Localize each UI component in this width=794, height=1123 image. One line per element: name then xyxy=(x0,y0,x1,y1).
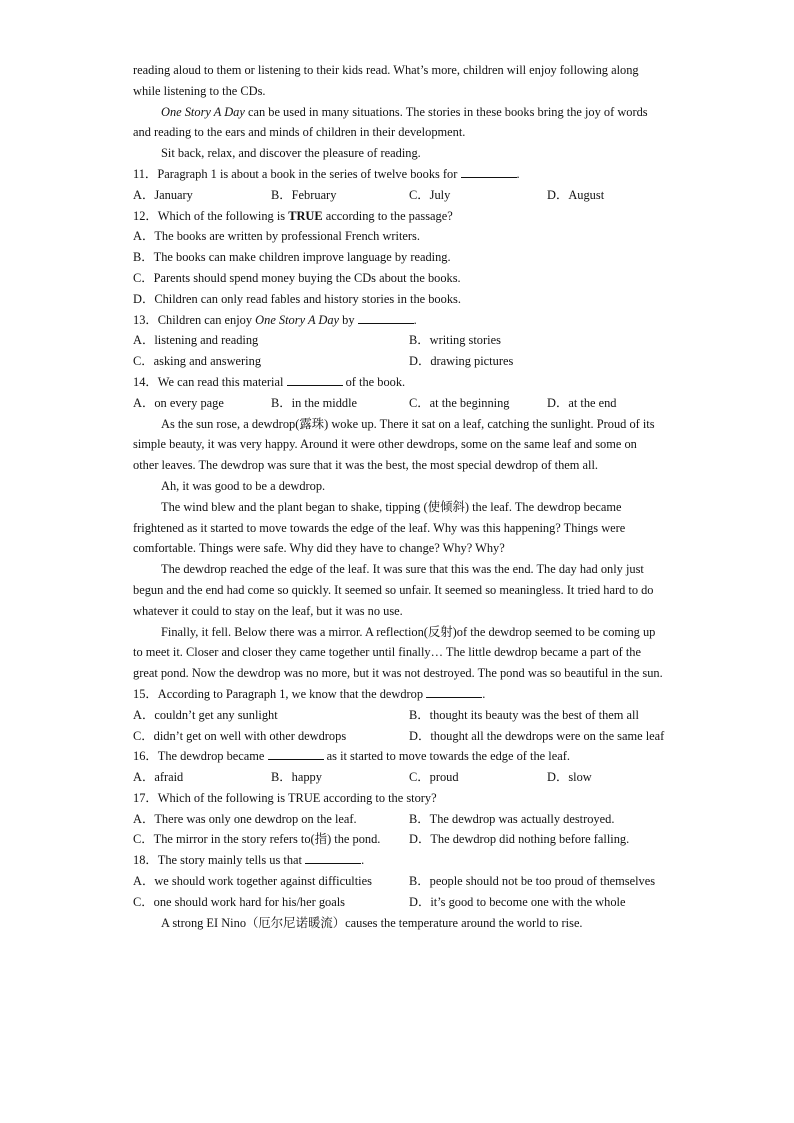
question-12: 12．Which of the following is TRUE according to the passage? xyxy=(133,208,453,223)
passage1-paragraph-closing: Sit back, relax, and discover the pleasure of reading. xyxy=(161,146,421,161)
option-d: D．thought all the dewdrops were on the same leaf xyxy=(409,728,665,743)
passage1-paragraph-end: reading aloud to them or listening to their kids read. What’s more, children will enjoy following along while listening to the CDs. xyxy=(133,63,639,98)
option-b: B．writing stories xyxy=(409,333,501,348)
question-16-options xyxy=(133,767,665,788)
option-c: C．at the beginning xyxy=(409,395,510,410)
option-b: B．people should not be too proud of themselves xyxy=(409,874,656,889)
option-c: C．didn’t get on well with other dewdrops xyxy=(133,728,347,743)
question-16: 16．The dewdrop became as it started to move towards the edge of the leaf. xyxy=(133,749,570,764)
option-d: D．it’s good to become one with the whole xyxy=(409,894,626,909)
passage1-paragraph-book: One Story A Day can be used in many situations. The stories in these books bring the joy of words and reading to the ears and minds of children in their development. xyxy=(133,104,648,140)
option-d: D．Children can only read fables and history stories in the books. xyxy=(133,291,461,306)
option-a: A．There was only one dewdrop on the leaf. xyxy=(133,811,357,826)
option-c: C．The mirror in the story refers to(指) the pond. xyxy=(133,832,381,847)
question-15: 15．According to Paragraph 1, we know that the dewdrop . xyxy=(133,686,486,701)
passage2-paragraph-1: As the sun rose, a dewdrop(露珠) woke up. There it sat on a leaf, catching the sunlight. Proud of its simple beauty, it was very happy. Around it were other dewdrops, some on the same leaf and some on other leaves. The dewdrop was sure that it was the best, the most special dewdrop of them all. xyxy=(133,416,655,473)
option-a: A．January xyxy=(133,187,193,202)
option-b: B．in the middle xyxy=(271,395,358,410)
answer-blank xyxy=(358,311,414,324)
option-b: B．February xyxy=(271,187,337,202)
option-a: A．we should work together against difficulties xyxy=(133,874,372,889)
passage2-paragraph-3: The wind blew and the plant began to shake, tipping (使倾斜) the leaf. The dewdrop became frightened as it started to move towards the edge of the leaf. Why was this happening? Things were comfortable. Things were safe. Why did they have to change? Why? Why? xyxy=(133,499,626,556)
question-18-options xyxy=(133,871,665,913)
answer-blank xyxy=(287,373,343,386)
passage2-paragraph-4: The dewdrop reached the edge of the leaf. It was sure that this was the end. The day had only just begun and the end had come so quickly. It seemed so unfair. It seemed so meaningless. It tried hard to do whatever it could to stay on the leaf, but it was no use. xyxy=(133,562,654,618)
option-b: B．The books can make children improve language by reading. xyxy=(133,250,451,265)
option-b: B．The dewdrop was actually destroyed. xyxy=(409,811,615,826)
option-d: D．August xyxy=(547,187,605,202)
answer-blank xyxy=(426,685,482,698)
book-title: One Story A Day xyxy=(161,104,245,119)
option-d: D．drawing pictures xyxy=(409,354,514,369)
option-a: A．on every page xyxy=(133,395,224,410)
question-14-options xyxy=(133,393,665,414)
answer-blank xyxy=(305,851,361,864)
option-c: C．July xyxy=(409,187,451,202)
option-a: A．afraid xyxy=(133,770,184,785)
option-a: A．couldn’t get any sunlight xyxy=(133,707,278,722)
option-a: A．listening and reading xyxy=(133,333,259,348)
option-b: B．happy xyxy=(271,770,322,785)
question-15-options xyxy=(133,705,665,747)
passage2-paragraph-2: Ah, it was good to be a dewdrop. xyxy=(161,478,326,493)
option-c: C．proud xyxy=(409,770,459,785)
option-c: C．asking and answering xyxy=(133,354,262,369)
question-17-options xyxy=(133,809,665,851)
question-17: 17．Which of the following is TRUE according to the story? xyxy=(133,790,437,805)
answer-blank xyxy=(268,747,324,760)
question-11: 11．Paragraph 1 is about a book in the series of twelve books for . xyxy=(133,166,520,181)
option-b: B．thought its beauty was the best of them all xyxy=(409,707,639,722)
document-page xyxy=(133,60,665,933)
answer-blank xyxy=(461,165,517,178)
option-d: D．The dewdrop did nothing before falling. xyxy=(409,832,630,847)
passage2-paragraph-5: Finally, it fell. Below there was a mirror. A reflection(反射)of the dewdrop seemed to be coming up to meet it. Closer and closer they came together until finally… The little dewdrop became a part of the great pond. Now the dewdrop was no more, but it was not destroyed. The pond was so beautiful in the sun. xyxy=(133,624,663,681)
question-18: 18．The story mainly tells us that . xyxy=(133,853,365,868)
option-c: C．one should work hard for his/her goals xyxy=(133,894,345,909)
option-a: A．The books are written by professional French writers. xyxy=(133,229,420,244)
option-d: D．slow xyxy=(547,770,592,785)
question-13: 13．Children can enjoy One Story A Day by . xyxy=(133,312,417,327)
option-c: C．Parents should spend money buying the CDs about the books. xyxy=(133,270,461,285)
question-14: 14．We can read this material of the book. xyxy=(133,374,406,389)
question-11-options xyxy=(133,185,665,206)
question-13-options xyxy=(133,330,665,372)
option-d: D．at the end xyxy=(547,395,617,410)
passage3-first-line: A strong EI Nino（厄尔尼诺暖流）causes the temperature around the world to rise. xyxy=(161,915,583,930)
